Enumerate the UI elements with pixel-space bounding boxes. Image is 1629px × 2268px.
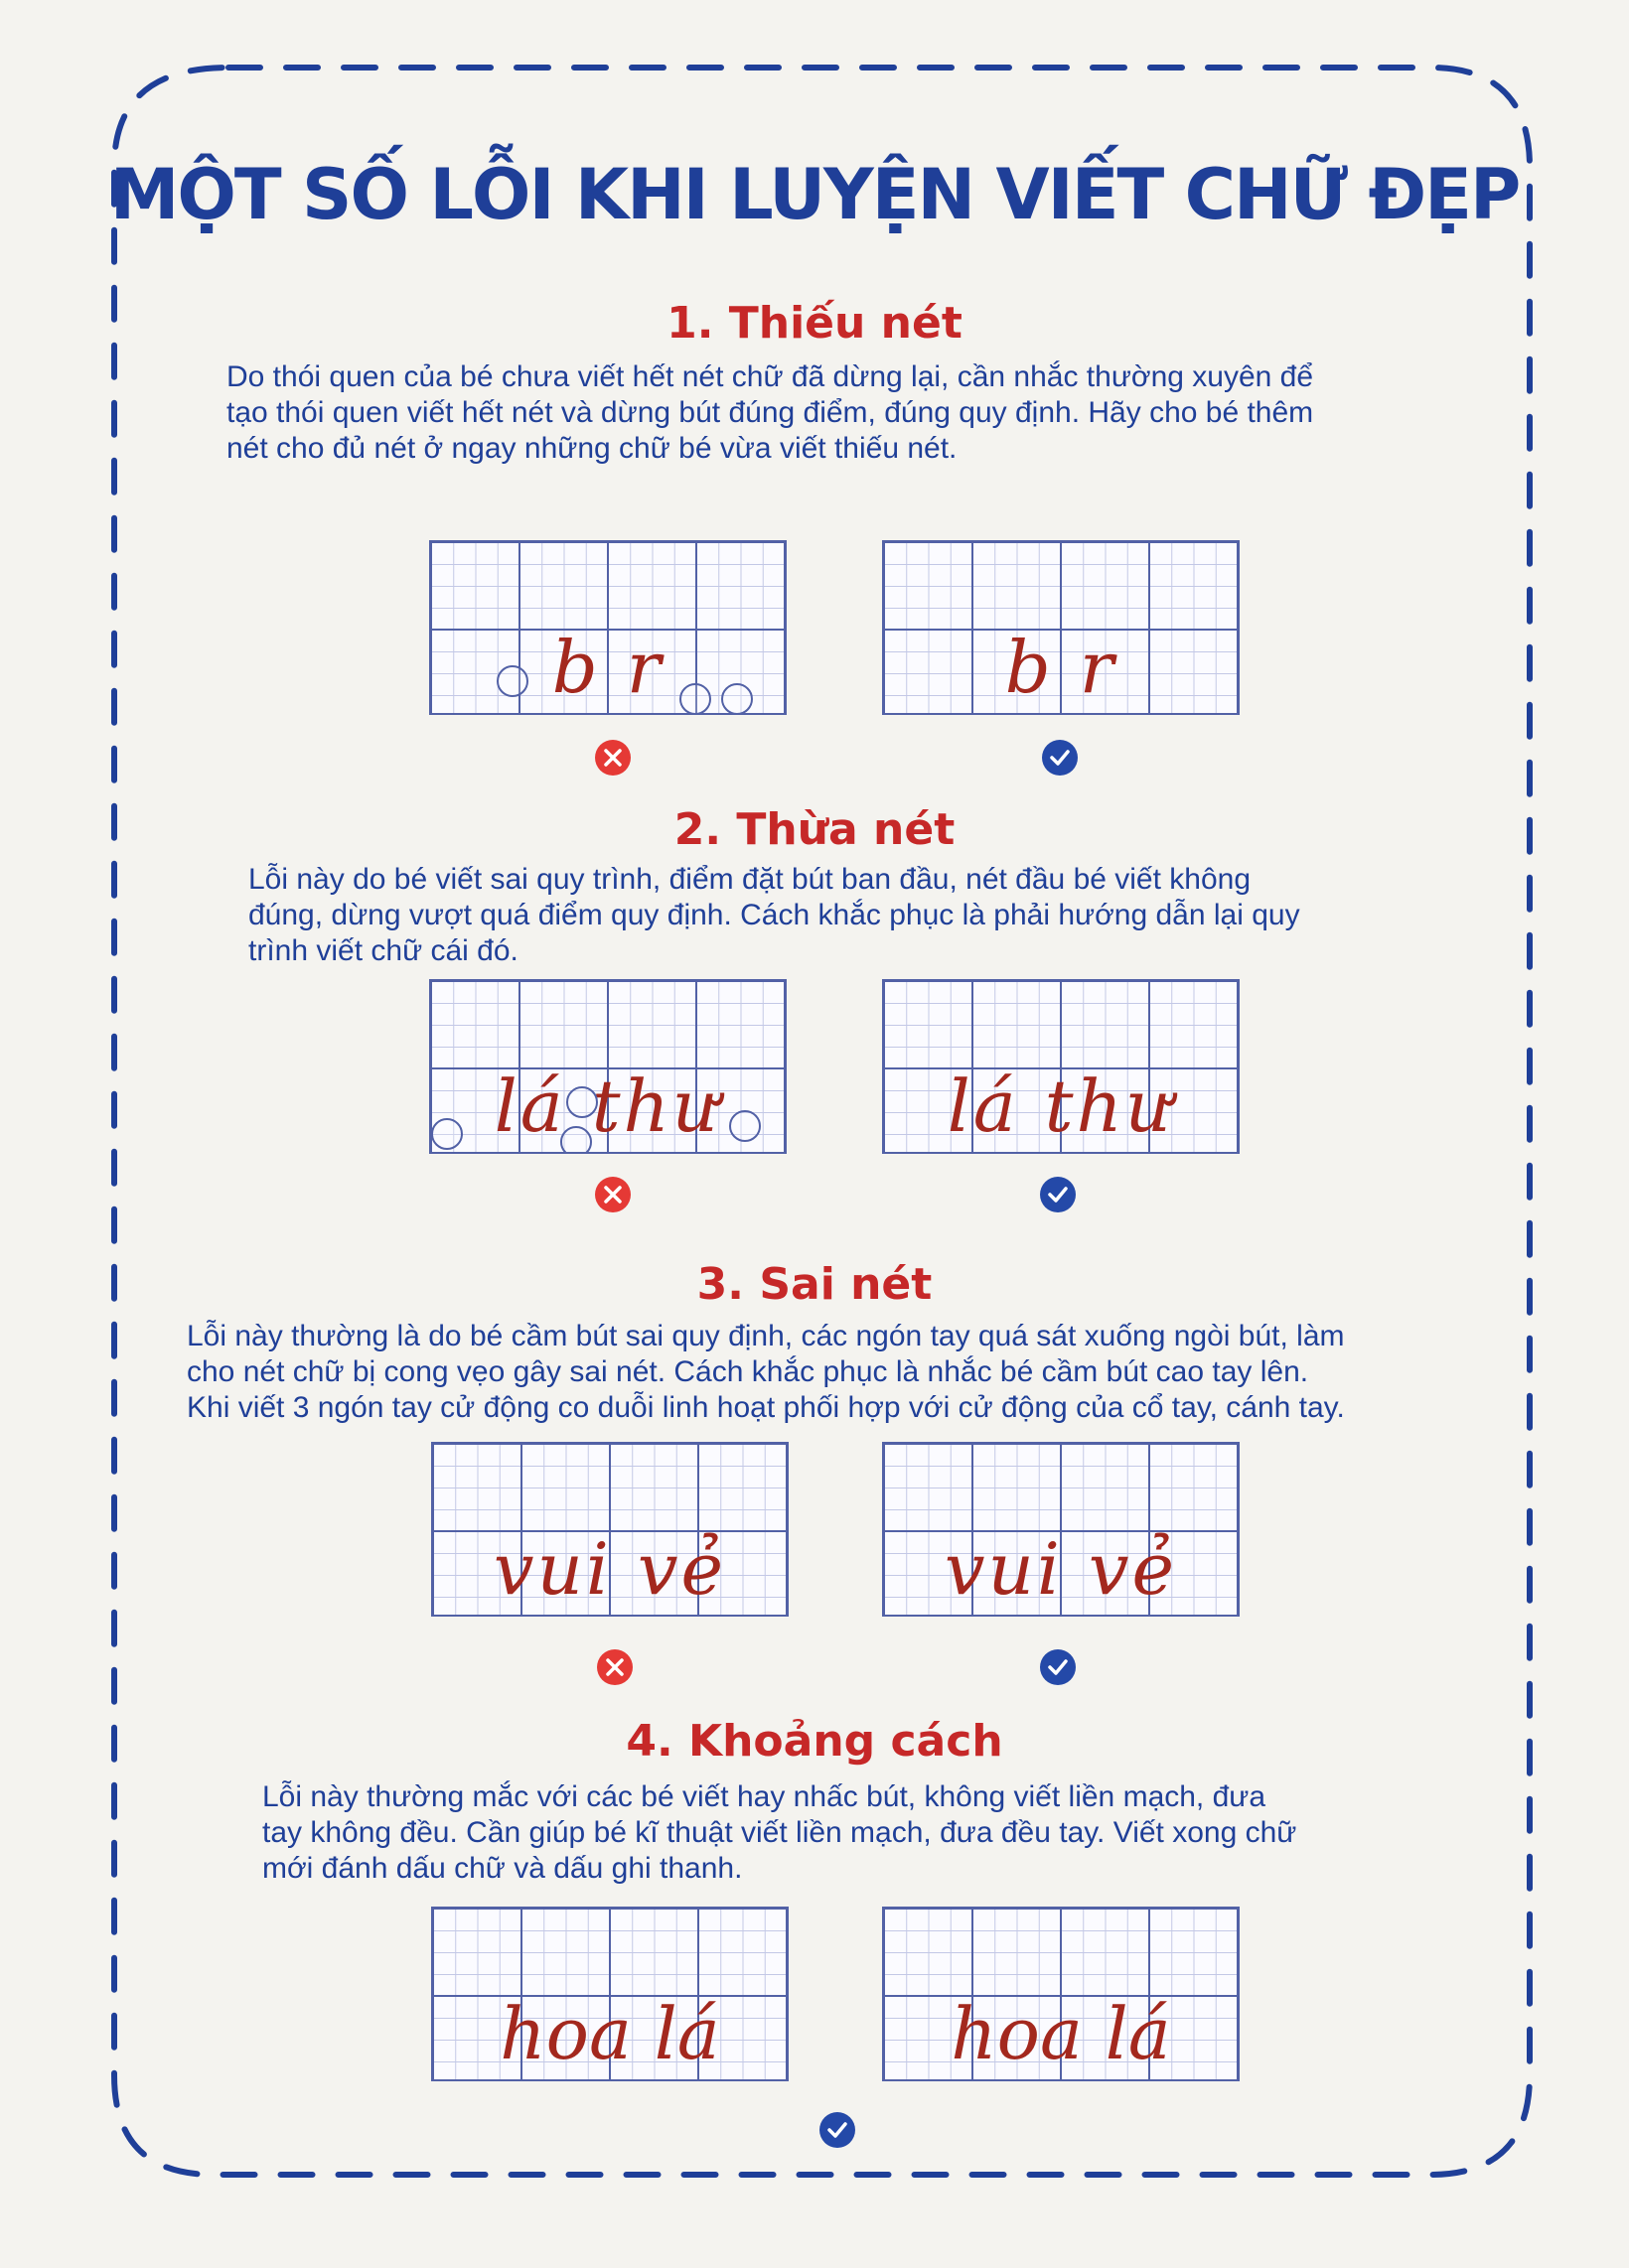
- section-1-text: [226, 359, 1313, 467]
- section-1-right-grid: [882, 540, 1240, 715]
- section-1-line-3: nét cho đủ nét ở ngay những chữ bé vừa viết thiếu nét.: [226, 432, 958, 465]
- section-3-line-2: cho nét chữ bị cong vẹo gây sai nét. Cách khắc phục là nhắc bé cầm bút cao tay lên.: [187, 1355, 1309, 1388]
- section-2-line-3: trình viết chữ cái đó.: [248, 934, 518, 967]
- section-4-heading: 4. Khoảng cách: [626, 1716, 1003, 1767]
- section-4-wrong-grid: [431, 1907, 789, 2081]
- section-2-line-1: Lỗi này do bé viết sai quy trình, điểm đặt bút ban đầu, nét đầu bé viết không: [248, 863, 1252, 896]
- section-2-line-2: đúng, dừng vượt quá điểm quy định. Cách khắc phục là phải hướng dẫn lại quy: [248, 899, 1300, 931]
- page-title: MỘT SỐ LỖI KHI LUYỆN VIẾT CHỮ ĐẸP: [109, 154, 1520, 235]
- section-4-right-handwriting: hoa lá: [951, 1992, 1171, 2075]
- section-1-wrong-handwriting: b r: [551, 626, 665, 709]
- error-circle: [497, 665, 528, 697]
- section-1-line-2: tạo thói quen viết hết nét và dừng bút đúng điểm, đúng quy định. Hãy cho bé thêm: [226, 396, 1314, 429]
- error-circle: [729, 1110, 761, 1142]
- section-3-right-grid: [882, 1442, 1240, 1617]
- cross-icon: [594, 1176, 632, 1213]
- section-2-right-grid: [882, 979, 1240, 1154]
- section-2-heading: 2. Thừa nét: [673, 804, 956, 855]
- check-icon: [1039, 1648, 1077, 1686]
- section-1-line-1: Do thói quen của bé chưa viết hết nét chữ đã dừng lại, cần nhắc thường xuyên để: [226, 360, 1314, 393]
- section-4-line-2: tay không đều. Cần giúp bé kĩ thuật viết liền mạch, đưa đều tay. Viết xong chữ: [262, 1816, 1297, 1849]
- error-circle: [721, 683, 753, 715]
- check-icon: [1039, 1176, 1077, 1213]
- section-3-wrong-grid: [431, 1442, 789, 1617]
- section-1-heading: 1. Thiếu nét: [666, 298, 963, 349]
- error-circle: [560, 1126, 592, 1154]
- section-2-wrong-handwriting: lá thư: [494, 1064, 722, 1148]
- cross-icon: [596, 1648, 634, 1686]
- section-3-wrong-handwriting: vui vẻ: [493, 1527, 727, 1611]
- section-1-wrong-grid: [429, 540, 787, 715]
- section-4-wrong-handwriting: hoa lá: [500, 1992, 720, 2075]
- section-3-line-3: Khi viết 3 ngón tay cử động co duỗi linh hoạt phối hợp với cử động của cổ tay, cánh tay.: [187, 1391, 1345, 1424]
- section-1-right-handwriting: b r: [1004, 626, 1117, 709]
- section-4-text: [262, 1779, 1296, 1887]
- error-circle: [679, 683, 711, 715]
- section-4-line-1: Lỗi này thường mắc với các bé viết hay nhấc bút, không viết liền mạch, đưa: [262, 1780, 1266, 1813]
- section-3-text: [187, 1319, 1345, 1426]
- check-icon: [818, 2111, 856, 2149]
- section-3-line-1: Lỗi này thường là do bé cầm bút sai quy định, các ngón tay quá sát xuống ngòi bút, làm: [187, 1320, 1345, 1352]
- section-2-wrong-grid: [429, 979, 787, 1154]
- section-4-line-3: mới đánh dấu chữ và dấu ghi thanh.: [262, 1852, 743, 1885]
- section-3-right-handwriting: vui vẻ: [944, 1527, 1178, 1611]
- section-3-heading: 3. Sai nét: [696, 1259, 933, 1310]
- check-icon: [1041, 739, 1079, 777]
- section-2-right-handwriting: lá thư: [947, 1064, 1175, 1148]
- section-4-right-grid: [882, 1907, 1240, 2081]
- error-circle: [431, 1118, 463, 1150]
- section-2-text: [248, 862, 1300, 969]
- error-circle: [566, 1086, 598, 1118]
- cross-icon: [594, 739, 632, 777]
